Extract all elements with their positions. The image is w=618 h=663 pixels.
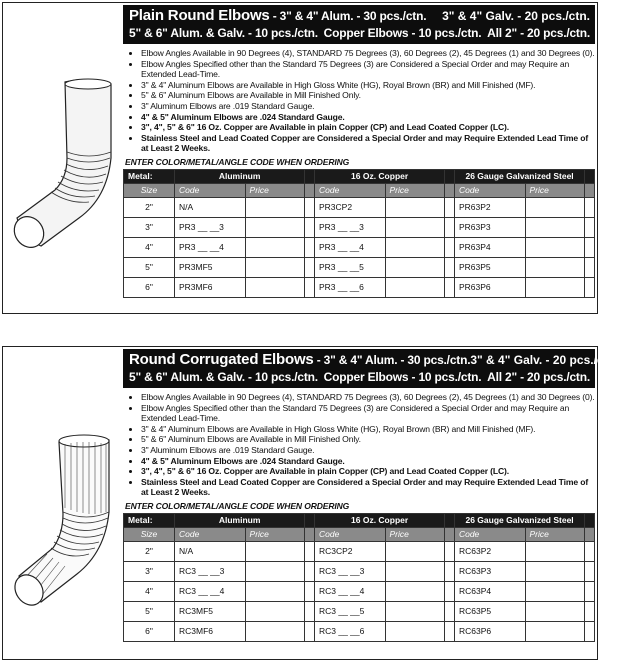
feature-item: • 3" Aluminum Elbows are .019 Standard Gauge. bbox=[141, 445, 595, 456]
copper-code-cell: RC3 __ __3 bbox=[314, 561, 385, 581]
aluminum-header: Aluminum bbox=[175, 169, 305, 183]
price-table bbox=[123, 513, 595, 642]
copper-code-cell: PR3 __ __4 bbox=[314, 237, 385, 257]
feature-list bbox=[123, 392, 595, 498]
size-cell: 6" bbox=[124, 277, 175, 297]
round-corrugated-elbows-panel bbox=[2, 346, 618, 660]
copper-header: 16 Oz. Copper bbox=[314, 169, 444, 183]
banner-galv-info: 3" & 4" Galv. - 20 pcs./ctn. bbox=[470, 353, 618, 367]
size-cell: 4" bbox=[124, 237, 175, 257]
feature-item: • Stainless Steel and Lead Coated Copper are Considered a Special Order and may Require Extended Lead Time of at Least 2 Weeks. bbox=[141, 133, 595, 154]
code-header: Code bbox=[454, 527, 525, 541]
metal-header: Metal: bbox=[124, 169, 175, 183]
price-header: Price bbox=[525, 527, 585, 541]
copper-code-cell: RC3 __ __6 bbox=[314, 621, 385, 641]
aluminum-price-cell[interactable] bbox=[245, 237, 305, 257]
galvanized-code-cell: PR63P4 bbox=[454, 237, 525, 257]
table-row bbox=[124, 621, 595, 641]
aluminum-code-cell: N/A bbox=[175, 541, 246, 561]
feature-item: • Stainless Steel and Lead Coated Copper are Considered a Special Order and may Require Extended Lead Time of at Least 2 Weeks. bbox=[141, 477, 595, 498]
copper-code-cell: PR3 __ __3 bbox=[314, 217, 385, 237]
panel-title: Round Corrugated Elbows bbox=[129, 351, 314, 368]
aluminum-price-cell[interactable] bbox=[245, 257, 305, 277]
aluminum-code-cell: PR3MF5 bbox=[175, 257, 246, 277]
copper-price-cell[interactable] bbox=[385, 621, 445, 641]
banner-alum-galv-info: 5" & 6" Alum. & Galv. - 10 pcs./ctn. bbox=[129, 26, 318, 40]
size-header: Size bbox=[124, 183, 175, 197]
banner-alum-info: - 3" & 4" Alum. - 30 pcs./ctn. bbox=[269, 9, 427, 23]
price-header: Price bbox=[245, 527, 305, 541]
aluminum-code-cell: N/A bbox=[175, 197, 246, 217]
feature-item: • 3" & 4" Aluminum Elbows are Available in High Gloss White (HG), Royal Brown (BR) and Mill Finished (MF). bbox=[141, 80, 595, 91]
galvanized-price-cell[interactable] bbox=[525, 621, 585, 641]
copper-price-cell[interactable] bbox=[385, 561, 445, 581]
panel-title: Plain Round Elbows bbox=[129, 7, 270, 24]
banner-alum-galv-info: 5" & 6" Alum. & Galv. - 10 pcs./ctn. bbox=[129, 370, 318, 384]
copper-price-cell[interactable] bbox=[385, 277, 445, 297]
galvanized-price-cell[interactable] bbox=[525, 581, 585, 601]
aluminum-code-cell: PR3 __ __3 bbox=[175, 217, 246, 237]
copper-price-cell[interactable] bbox=[385, 601, 445, 621]
aluminum-code-cell: RC3 __ __3 bbox=[175, 561, 246, 581]
galvanized-code-cell: PR63P2 bbox=[454, 197, 525, 217]
copper-code-cell: RC3 __ __4 bbox=[314, 581, 385, 601]
aluminum-price-cell[interactable] bbox=[245, 217, 305, 237]
feature-item: • Elbow Angles Available in 90 Degrees (4), STANDARD 75 Degrees (3), 60 Degrees (2), 45 Degrees (1) and 30 Degrees (0). bbox=[141, 48, 595, 59]
banner-copper-info: Copper Elbows - 10 pcs./ctn. bbox=[323, 370, 482, 384]
banner-galv-info: 3" & 4" Galv. - 20 pcs./ctn. bbox=[442, 9, 590, 23]
code-header: Code bbox=[175, 183, 246, 197]
size-cell: 4" bbox=[124, 581, 175, 601]
galvanized-code-cell: RC63P3 bbox=[454, 561, 525, 581]
table-row bbox=[124, 581, 595, 601]
copper-price-cell[interactable] bbox=[385, 217, 445, 237]
copper-code-cell: PR3 __ __6 bbox=[314, 277, 385, 297]
metal-header: Metal: bbox=[124, 513, 175, 527]
code-header: Code bbox=[454, 183, 525, 197]
galvanized-code-cell: PR63P5 bbox=[454, 257, 525, 277]
copper-code-cell: RC3 __ __5 bbox=[314, 601, 385, 621]
size-header: Size bbox=[124, 527, 175, 541]
panel-content bbox=[123, 349, 618, 657]
feature-item: • 3", 4", 5" & 6" 16 Oz. Copper are Available in plain Copper (CP) and Lead Coated Copper (LC). bbox=[141, 466, 595, 477]
feature-item: • 3", 4", 5" & 6" 16 Oz. Copper are Available in plain Copper (CP) and Lead Coated Copper (LC). bbox=[141, 122, 595, 133]
feature-item: • 5" & 6" Aluminum Elbows are Available in Mill Finished Only. bbox=[141, 90, 595, 101]
code-header: Code bbox=[175, 527, 246, 541]
plain-round-elbows-panel bbox=[2, 2, 598, 314]
galvanized-price-cell[interactable] bbox=[525, 197, 585, 217]
aluminum-price-cell[interactable] bbox=[245, 621, 305, 641]
size-cell: 3" bbox=[124, 561, 175, 581]
price-header: Price bbox=[385, 183, 445, 197]
aluminum-price-cell[interactable] bbox=[245, 197, 305, 217]
galvanized-price-cell[interactable] bbox=[525, 237, 585, 257]
copper-price-cell[interactable] bbox=[385, 541, 445, 561]
aluminum-header: Aluminum bbox=[175, 513, 305, 527]
galvanized-price-cell[interactable] bbox=[525, 601, 585, 621]
aluminum-code-cell: RC3 __ __4 bbox=[175, 581, 246, 601]
aluminum-price-cell[interactable] bbox=[245, 541, 305, 561]
size-cell: 6" bbox=[124, 621, 175, 641]
aluminum-price-cell[interactable] bbox=[245, 581, 305, 601]
price-header: Price bbox=[385, 527, 445, 541]
copper-price-cell[interactable] bbox=[385, 257, 445, 277]
table-row bbox=[124, 277, 595, 297]
copper-price-cell[interactable] bbox=[385, 197, 445, 217]
feature-item: • 3" Aluminum Elbows are .019 Standard Gauge. bbox=[141, 101, 595, 112]
enter-code-note: ENTER COLOR/METAL/ANGLE CODE WHEN ORDERING bbox=[125, 500, 350, 511]
price-table bbox=[123, 169, 595, 298]
feature-item: • 3" & 4" Aluminum Elbows are Available in High Gloss White (HG), Royal Brown (BR) and Mill Finished (MF). bbox=[141, 424, 595, 435]
banner-alum-info: - 3" & 4" Alum. - 30 pcs./ctn. bbox=[313, 353, 471, 367]
table-row bbox=[124, 237, 595, 257]
banner bbox=[123, 349, 618, 388]
feature-list bbox=[123, 48, 595, 154]
table-row bbox=[124, 257, 595, 277]
price-header: Price bbox=[525, 183, 585, 197]
aluminum-code-cell: RC3MF5 bbox=[175, 601, 246, 621]
galvanized-price-cell[interactable] bbox=[525, 561, 585, 581]
galvanized-code-cell: RC63P6 bbox=[454, 621, 525, 641]
size-cell: 5" bbox=[124, 601, 175, 621]
size-cell: 2" bbox=[124, 541, 175, 561]
galvanized-header: 26 Gauge Galvanized Steel bbox=[454, 169, 584, 183]
banner-all-2in-info: All 2" - 20 pcs./ctn. bbox=[487, 370, 590, 384]
plain-elbow-illustration bbox=[11, 78, 119, 248]
aluminum-price-cell[interactable] bbox=[245, 277, 305, 297]
size-cell: 2" bbox=[124, 197, 175, 217]
aluminum-price-cell[interactable] bbox=[245, 561, 305, 581]
copper-price-cell[interactable] bbox=[385, 581, 445, 601]
size-cell: 5" bbox=[124, 257, 175, 277]
banner bbox=[123, 5, 595, 44]
table-row bbox=[124, 541, 595, 561]
panel-content bbox=[123, 5, 595, 311]
feature-item: • Elbow Angles Specified other than the Standard 75 Degrees (3) are Considered a Special Order and may Require an Extended Lead-Time. bbox=[141, 59, 595, 80]
feature-item: • 4" & 5" Aluminum Elbows are .024 Standard Gauge. bbox=[141, 456, 595, 467]
code-header: Code bbox=[314, 183, 385, 197]
galvanized-price-cell[interactable] bbox=[525, 257, 585, 277]
code-header: Code bbox=[314, 527, 385, 541]
feature-item: • Elbow Angles Specified other than the Standard 75 Degrees (3) are Considered a Special Order and may Require an Extended Lead-Time. bbox=[141, 403, 595, 424]
feature-item: • 5" & 6" Aluminum Elbows are Available in Mill Finished Only. bbox=[141, 434, 595, 445]
aluminum-price-cell[interactable] bbox=[245, 601, 305, 621]
feature-item: • 4" & 5" Aluminum Elbows are .024 Standard Gauge. bbox=[141, 112, 595, 123]
galvanized-price-cell[interactable] bbox=[525, 541, 585, 561]
aluminum-code-cell: RC3MF6 bbox=[175, 621, 246, 641]
copper-code-cell: PR3CP2 bbox=[314, 197, 385, 217]
table-row bbox=[124, 217, 595, 237]
galvanized-header: 26 Gauge Galvanized Steel bbox=[454, 513, 584, 527]
galvanized-code-cell: RC63P4 bbox=[454, 581, 525, 601]
corrugated-elbow-illustration bbox=[11, 432, 119, 607]
galvanized-price-cell[interactable] bbox=[525, 277, 585, 297]
table-row bbox=[124, 197, 595, 217]
aluminum-code-cell: PR3 __ __4 bbox=[175, 237, 246, 257]
banner-all-2in-info: All 2" - 20 pcs./ctn. bbox=[487, 26, 590, 40]
galvanized-price-cell[interactable] bbox=[525, 217, 585, 237]
galvanized-code-cell: PR63P6 bbox=[454, 277, 525, 297]
feature-item: • Elbow Angles Available in 90 Degrees (4), STANDARD 75 Degrees (3), 60 Degrees (2), 45 Degrees (1) and 30 Degrees (0). bbox=[141, 392, 595, 403]
size-cell: 3" bbox=[124, 217, 175, 237]
banner-copper-info: Copper Elbows - 10 pcs./ctn. bbox=[323, 26, 482, 40]
galvanized-code-cell: PR63P3 bbox=[454, 217, 525, 237]
copper-code-cell: PR3 __ __5 bbox=[314, 257, 385, 277]
copper-header: 16 Oz. Copper bbox=[314, 513, 444, 527]
table-row bbox=[124, 561, 595, 581]
table-row bbox=[124, 601, 595, 621]
copper-code-cell: RC3CP2 bbox=[314, 541, 385, 561]
copper-price-cell[interactable] bbox=[385, 237, 445, 257]
aluminum-code-cell: PR3MF6 bbox=[175, 277, 246, 297]
price-header: Price bbox=[245, 183, 305, 197]
galvanized-code-cell: RC63P2 bbox=[454, 541, 525, 561]
galvanized-code-cell: RC63P5 bbox=[454, 601, 525, 621]
enter-code-note: ENTER COLOR/METAL/ANGLE CODE WHEN ORDERING bbox=[125, 156, 350, 167]
